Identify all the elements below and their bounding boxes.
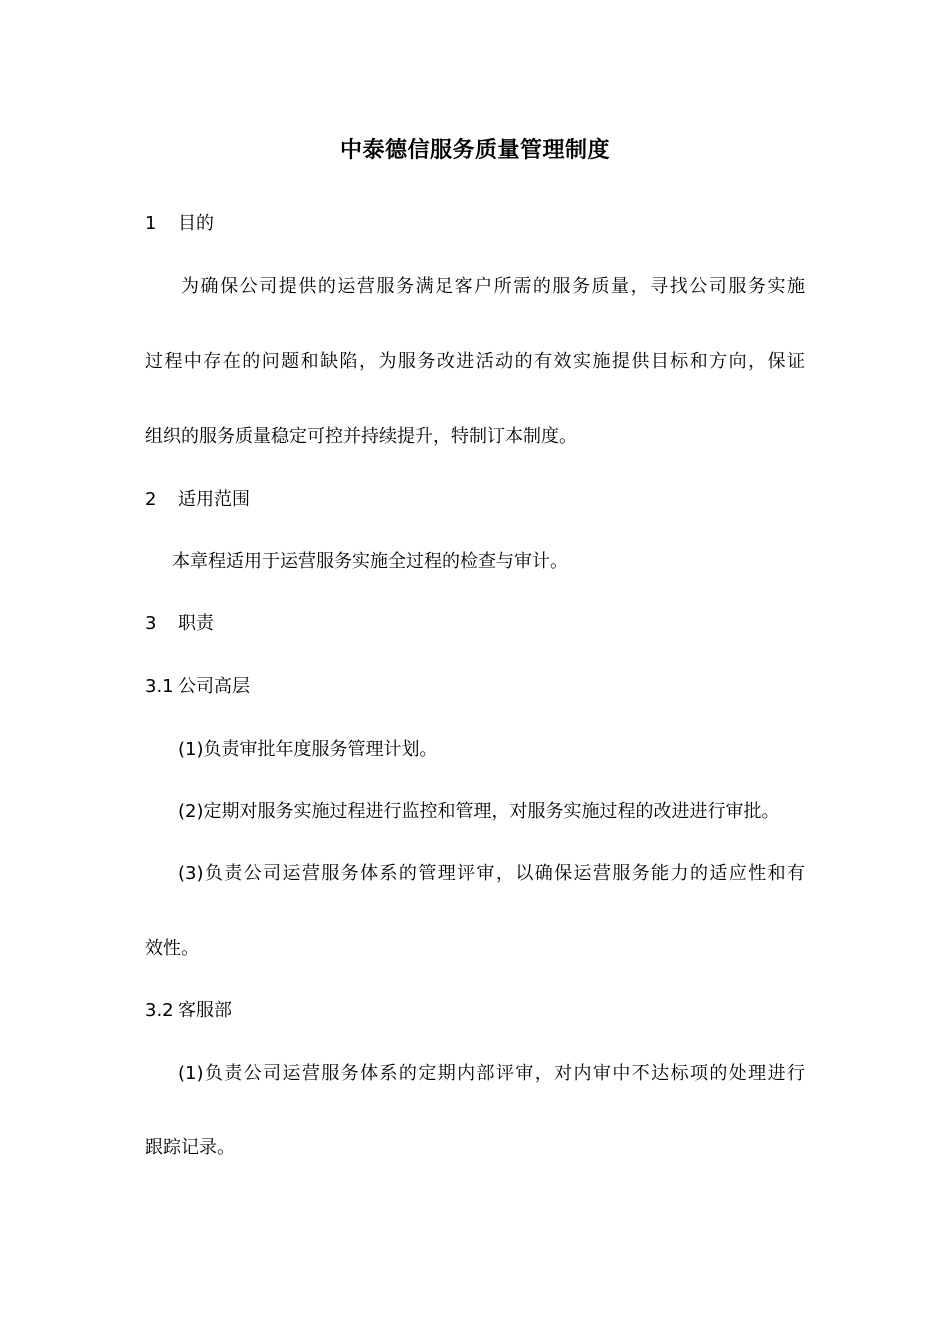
subsection-heading-3-2 (145, 997, 232, 1025)
subsection-heading-text: 公司高层 (178, 676, 250, 697)
section-heading-text: 职责 (178, 613, 214, 634)
section-number: 3 (145, 613, 157, 634)
paragraph-line: 组织的服务质量稳定可控并持续提升，特制订本制度。 (145, 426, 577, 447)
list-item: (1)负责审批年度服务管理计划。 (178, 739, 438, 760)
subsection-heading-3-1 (145, 673, 250, 701)
document-title: 中泰德信服务质量管理制度 (339, 138, 610, 163)
list-item: (1)负责公司运营服务体系的定期内部评审，对内审中不达标项的处理进行 (178, 1063, 805, 1084)
section-heading-2 (145, 486, 250, 514)
subsection-number: 3.2 (145, 1000, 174, 1021)
section-heading-text: 适用范围 (178, 489, 250, 510)
subsection-number: 3.1 (145, 676, 174, 697)
list-item: (2)定期对服务实施过程进行监控和管理，对服务实施过程的改进进行审批。 (178, 801, 780, 822)
subsection-heading-text: 客服部 (178, 1000, 232, 1021)
section-number: 1 (145, 213, 157, 234)
section-heading-text: 目的 (178, 213, 214, 234)
list-item-continuation: 效性。 (145, 938, 199, 959)
paragraph-line: 本章程适用于运营服务实施全过程的检查与审计。 (172, 551, 568, 572)
paragraph-line: 过程中存在的问题和缺陷，为服务改进活动的有效实施提供目标和方向，保证 (145, 351, 805, 372)
list-item-continuation: 跟踪记录。 (145, 1137, 235, 1158)
section-heading-1 (145, 210, 214, 238)
list-item: (3)负责公司运营服务体系的管理评审，以确保运营服务能力的适应性和有 (178, 863, 805, 884)
paragraph-line: 为确保公司提供的运营服务满足客户所需的服务质量，寻找公司服务实施 (181, 276, 805, 297)
section-heading-3 (145, 610, 214, 638)
section-number: 2 (145, 489, 157, 510)
